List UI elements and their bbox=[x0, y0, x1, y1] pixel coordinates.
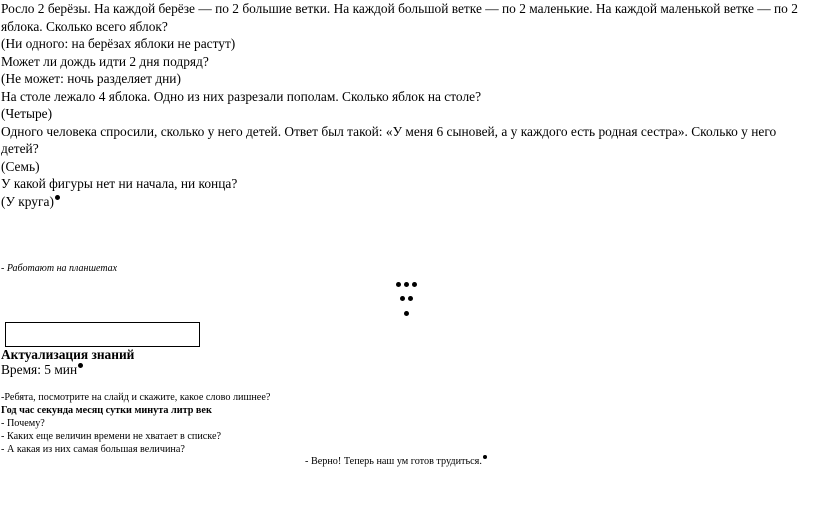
dots-decoration-icon bbox=[392, 276, 422, 320]
section-heading: Актуализация знаний bbox=[1, 347, 135, 362]
dot-icon bbox=[408, 296, 413, 301]
riddle-2-answer: (Не может: ночь разделяет дни) bbox=[1, 71, 181, 86]
bullet-icon bbox=[483, 455, 487, 459]
riddle-5-answer: (У круга) bbox=[1, 193, 54, 209]
riddle-3-question: На столе лежало 4 яблока. Одно из них разрезали пополам. Сколько яблок на столе? bbox=[1, 88, 482, 104]
empty-frame bbox=[5, 322, 200, 347]
task-line-2: - Почему? bbox=[1, 418, 45, 429]
riddle-4-answer: (Семь) bbox=[1, 158, 40, 174]
bullet-icon bbox=[78, 363, 83, 368]
riddle-4-question: Одного человека спросили, сколько у него детей. Ответ был такой: «У меня 6 сыновей, а у каждого есть родная сестра». Сколько у него детей? bbox=[1, 123, 777, 156]
riddle-2-question: Может ли дождь идти 2 дня подряд? bbox=[1, 53, 209, 69]
task-words: Год час секунда месяц сутки минута литр век bbox=[1, 405, 212, 416]
tablet-caption: - Работают на планшетах bbox=[1, 263, 118, 274]
dot-icon bbox=[400, 296, 405, 301]
riddle-3-answer: (Четыре) bbox=[1, 106, 53, 121]
dot-icon bbox=[404, 311, 409, 316]
riddle-1-answer: (Ни одного: на берёзах яблоки не растут) bbox=[1, 36, 236, 51]
closing-text: - Верно! Теперь наш ум готов трудиться. bbox=[305, 456, 482, 467]
task-line-3: - Каких еще величин времени не хватает в списке? bbox=[1, 431, 222, 442]
task-line-4: - А какая из них самая большая величина? bbox=[1, 444, 185, 455]
riddle-5-question: У какой фигуры нет ни начала, ни конца? bbox=[1, 176, 238, 191]
bullet-icon bbox=[55, 195, 60, 200]
dot-icon bbox=[404, 282, 409, 287]
section-time: Время: 5 мин bbox=[1, 362, 78, 377]
dot-icon bbox=[396, 282, 401, 287]
task-line-1: -Ребята, посмотрите на слайд и скажите, какое слово лишнее? bbox=[1, 392, 271, 403]
section-time-line bbox=[1, 361, 83, 378]
riddle-5-answer-line bbox=[1, 193, 60, 211]
closing-line bbox=[305, 455, 487, 468]
dot-icon bbox=[412, 282, 417, 287]
riddle-1-question: Росло 2 берёзы. На каждой берёзе — по 2 большие ветки. На каждой большой ветке — по 2 маленькие. На каждой маленькой ветке — по 2 яблока. Сколько всего яблок? bbox=[1, 1, 798, 34]
